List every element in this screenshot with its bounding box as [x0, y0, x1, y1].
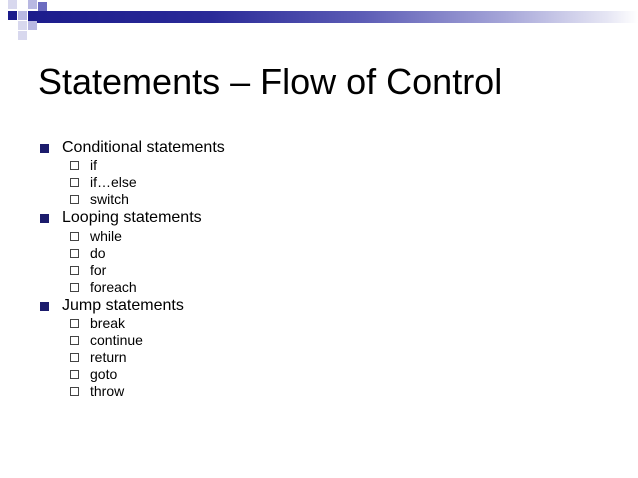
- bullet-level1-label: Looping statements: [62, 209, 202, 226]
- bullet-level2-label: if: [90, 157, 97, 173]
- hollow-square-bullet-icon: [70, 195, 79, 204]
- bullet-level2-label: foreach: [90, 279, 137, 295]
- bullet-level1-label: Conditional statements: [62, 139, 225, 156]
- bullet-level2-item: [70, 245, 106, 262]
- hollow-square-bullet-icon: [70, 319, 79, 328]
- hollow-square-bullet-icon: [70, 283, 79, 292]
- hollow-square-bullet-icon: [70, 336, 79, 345]
- bullet-level2-item: [70, 349, 127, 366]
- bullet-level2-item: [70, 157, 97, 174]
- hollow-square-bullet-icon: [70, 387, 79, 396]
- bullet-level2-label: goto: [90, 366, 118, 382]
- bullet-level2-label: return: [90, 349, 127, 365]
- bullet-level1-label: Jump statements: [62, 297, 184, 314]
- hollow-square-bullet-icon: [70, 266, 79, 275]
- bullet-level2-label: do: [90, 245, 106, 261]
- hollow-square-bullet-icon: [70, 353, 79, 362]
- bullet-level2-item: [70, 191, 129, 208]
- hollow-square-bullet-icon: [70, 161, 79, 170]
- bullet-level2-item: [70, 174, 137, 191]
- bullet-level2-item: [70, 315, 125, 332]
- bullet-level1-conditional: [40, 138, 225, 158]
- bullet-level2-label: break: [90, 315, 126, 331]
- hollow-square-bullet-icon: [70, 370, 79, 379]
- slide-title: Statements – Flow of Control: [38, 61, 503, 102]
- hollow-square-bullet-icon: [70, 232, 79, 241]
- bullet-level2-item: [70, 383, 124, 400]
- bullet-level1-looping: [40, 208, 202, 228]
- filled-square-bullet-icon: [40, 144, 49, 153]
- filled-square-bullet-icon: [40, 214, 49, 223]
- bullet-level2-label: switch: [90, 191, 129, 207]
- bullet-level1-jump: [40, 296, 184, 316]
- bullet-level2-label: while: [90, 228, 122, 244]
- bullet-level2-label: for: [90, 262, 107, 278]
- bullet-level2-item: [70, 279, 137, 296]
- bullet-level2-item: [70, 332, 143, 349]
- bullet-level2-item: [70, 228, 122, 245]
- hollow-square-bullet-icon: [70, 249, 79, 258]
- bullet-level2-label: continue: [90, 332, 143, 348]
- bullet-level2-label: throw: [90, 383, 125, 399]
- bullet-level2-item: [70, 366, 117, 383]
- hollow-square-bullet-icon: [70, 178, 79, 187]
- bullet-level2-item: [70, 262, 106, 279]
- bullet-level2-label: if…else: [90, 174, 137, 190]
- filled-square-bullet-icon: [40, 302, 49, 311]
